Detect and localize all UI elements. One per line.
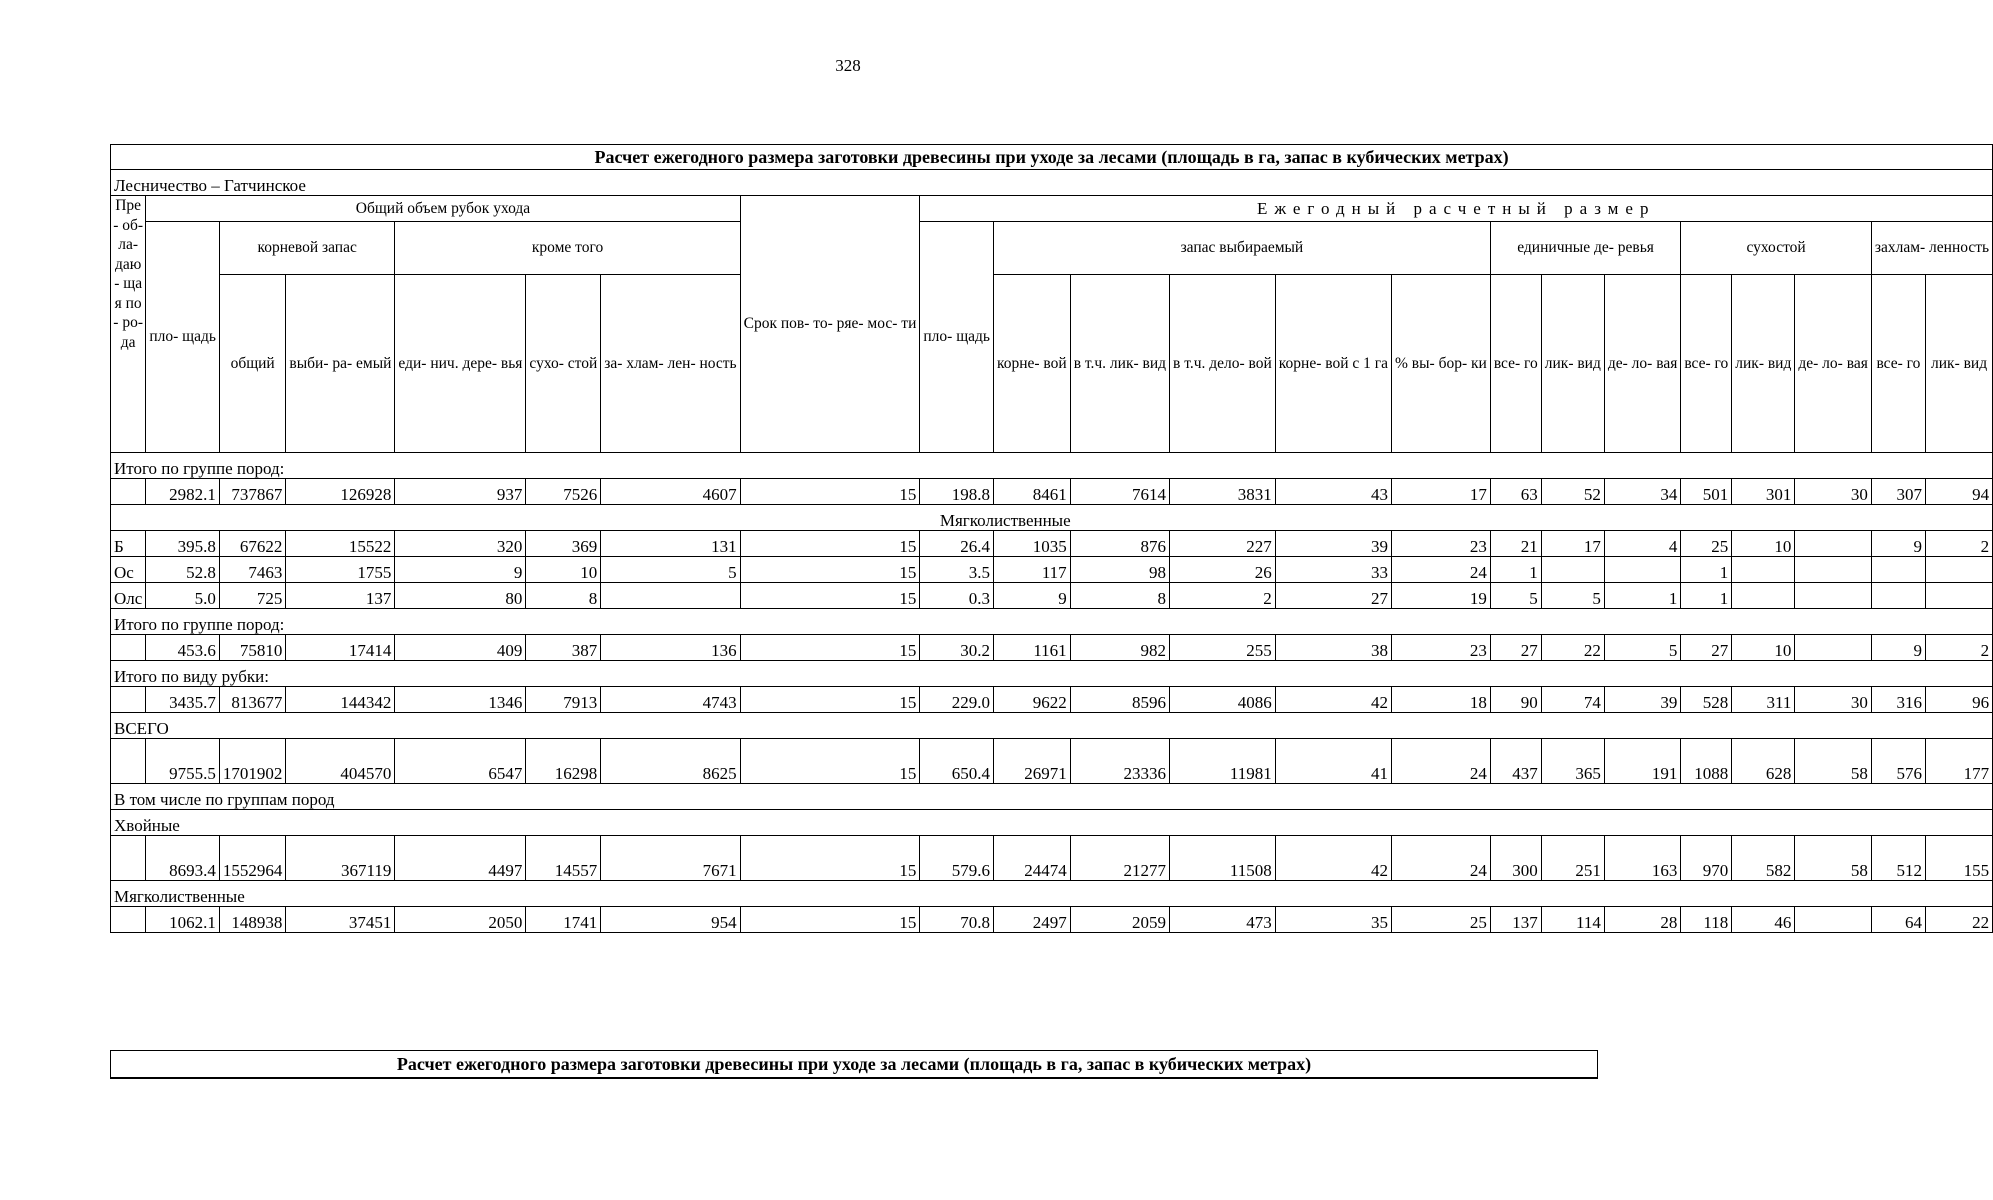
- value-cell: 5: [601, 557, 740, 583]
- page-number: 328: [835, 56, 861, 75]
- value-cell: 22: [1541, 635, 1604, 661]
- table-row: [111, 635, 1993, 661]
- value-cell: 52.8: [146, 557, 220, 583]
- value-cell: 74: [1541, 687, 1604, 713]
- value-cell: 4607: [601, 479, 740, 505]
- group-subheading: Мягколиственные: [920, 505, 1993, 531]
- value-cell: 367119: [286, 836, 395, 881]
- value-cell: 1: [1681, 557, 1732, 583]
- value-cell: 52: [1541, 479, 1604, 505]
- value-cell: 369: [526, 531, 601, 557]
- area-header: пло- щадь: [146, 222, 220, 453]
- value-cell: 98: [1070, 557, 1169, 583]
- section-label: В том числе по группам пород: [111, 784, 1993, 810]
- value-cell: 177: [1926, 739, 1993, 784]
- value-cell: 937: [395, 479, 526, 505]
- annual-header: Ежегодный расчетный размер: [920, 196, 1993, 222]
- value-cell: 5: [1604, 635, 1680, 661]
- species-cell: [111, 635, 146, 661]
- value-cell: 15: [740, 907, 920, 933]
- value-cell: 25: [1392, 907, 1491, 933]
- table-row: [111, 479, 1993, 505]
- value-cell: 30.2: [920, 635, 994, 661]
- value-cell: 15: [740, 635, 920, 661]
- value-cell: 24474: [993, 836, 1070, 881]
- value-cell: 725: [219, 583, 286, 609]
- value-cell: 1346: [395, 687, 526, 713]
- stock-selected-header: запас выбираемый: [993, 222, 1490, 275]
- value-cell: 2: [1926, 531, 1993, 557]
- value-cell: 15: [740, 479, 920, 505]
- root-stock-header: корневой запас: [219, 222, 395, 275]
- value-cell: 582: [1732, 836, 1795, 881]
- value-cell: 316: [1871, 687, 1925, 713]
- value-cell: 2050: [395, 907, 526, 933]
- value-cell: 67622: [219, 531, 286, 557]
- value-cell: 22: [1926, 907, 1993, 933]
- value-cell: 395.8: [146, 531, 220, 557]
- value-cell: 117: [993, 557, 1070, 583]
- section-label: Итого по группе пород:: [111, 609, 1993, 635]
- value-cell: 33: [1275, 557, 1391, 583]
- value-cell: 23: [1392, 531, 1491, 557]
- value-cell: 63: [1490, 479, 1541, 505]
- species-cell: Б: [111, 531, 146, 557]
- value-cell: 579.6: [920, 836, 994, 881]
- value-cell: 144342: [286, 687, 395, 713]
- value-cell: 26971: [993, 739, 1070, 784]
- value-cell: 437: [1490, 739, 1541, 784]
- value-cell: 300: [1490, 836, 1541, 881]
- value-cell: 23: [1392, 635, 1491, 661]
- value-cell: 39: [1604, 687, 1680, 713]
- value-cell: 126928: [286, 479, 395, 505]
- value-cell: 21277: [1070, 836, 1169, 881]
- value-cell: 90: [1490, 687, 1541, 713]
- value-cell: 75810: [219, 635, 286, 661]
- clutter2-header: захлам- ленность: [1871, 222, 1992, 275]
- value-cell: 14557: [526, 836, 601, 881]
- single-business-header: де- ло- вая: [1604, 275, 1680, 453]
- value-cell: 15: [740, 739, 920, 784]
- value-cell: 46: [1732, 907, 1795, 933]
- value-cell: 255: [1170, 635, 1276, 661]
- value-cell: [1541, 557, 1604, 583]
- value-cell: 1062.1: [146, 907, 220, 933]
- value-cell: 39: [1275, 531, 1391, 557]
- value-cell: 4497: [395, 836, 526, 881]
- clutter-header: за- хлам- лен- ность: [601, 275, 740, 453]
- value-cell: 26: [1170, 557, 1276, 583]
- value-cell: 453.6: [146, 635, 220, 661]
- value-cell: 227: [1170, 531, 1276, 557]
- value-cell: 628: [1732, 739, 1795, 784]
- value-cell: 2: [1170, 583, 1276, 609]
- value-cell: 131: [601, 531, 740, 557]
- value-cell: 2982.1: [146, 479, 220, 505]
- value-cell: 0.3: [920, 583, 994, 609]
- value-cell: [601, 583, 740, 609]
- value-cell: 118: [1681, 907, 1732, 933]
- value-cell: 27: [1490, 635, 1541, 661]
- value-cell: [1926, 583, 1993, 609]
- value-cell: 5.0: [146, 583, 220, 609]
- value-cell: 17: [1541, 531, 1604, 557]
- value-cell: 94: [1926, 479, 1993, 505]
- value-cell: 1755: [286, 557, 395, 583]
- value-cell: 38: [1275, 635, 1391, 661]
- value-cell: 10: [1732, 531, 1795, 557]
- value-cell: 136: [601, 635, 740, 661]
- value-cell: 58: [1795, 739, 1871, 784]
- value-cell: 148938: [219, 907, 286, 933]
- section-label: Итого по группе пород:: [111, 453, 1993, 479]
- value-cell: 27: [1275, 583, 1391, 609]
- value-cell: 2059: [1070, 907, 1169, 933]
- value-cell: [1795, 907, 1871, 933]
- value-cell: 26.4: [920, 531, 994, 557]
- species-cell: [111, 479, 146, 505]
- value-cell: 4743: [601, 687, 740, 713]
- value-cell: [1926, 557, 1993, 583]
- value-cell: 1035: [993, 531, 1070, 557]
- value-cell: 1741: [526, 907, 601, 933]
- value-cell: 37451: [286, 907, 395, 933]
- value-cell: 7913: [526, 687, 601, 713]
- value-cell: 473: [1170, 907, 1276, 933]
- value-cell: 70.8: [920, 907, 994, 933]
- value-cell: 982: [1070, 635, 1169, 661]
- value-cell: [1732, 583, 1795, 609]
- deadwood2-header: сухостой: [1681, 222, 1872, 275]
- value-cell: 954: [601, 907, 740, 933]
- species-cell: [111, 836, 146, 881]
- value-cell: 15: [740, 531, 920, 557]
- value-cell: [1604, 557, 1680, 583]
- value-cell: 64: [1871, 907, 1925, 933]
- value-cell: 3831: [1170, 479, 1276, 505]
- value-cell: 42: [1275, 687, 1391, 713]
- table-row: [111, 836, 1993, 881]
- value-cell: 3435.7: [146, 687, 220, 713]
- value-cell: 9: [1871, 531, 1925, 557]
- incl-liquid-header: в т.ч. лик- вид: [1070, 275, 1169, 453]
- section-label: ВСЕГО: [111, 713, 1993, 739]
- value-cell: 8625: [601, 739, 740, 784]
- value-cell: 8596: [1070, 687, 1169, 713]
- pct-selection-header: % вы- бор- ки: [1392, 275, 1491, 453]
- value-cell: 9755.5: [146, 739, 220, 784]
- value-cell: [1795, 557, 1871, 583]
- value-cell: 320: [395, 531, 526, 557]
- value-cell: 7463: [219, 557, 286, 583]
- value-cell: 11981: [1170, 739, 1276, 784]
- value-cell: 17: [1392, 479, 1491, 505]
- value-cell: 813677: [219, 687, 286, 713]
- value-cell: 15: [740, 687, 920, 713]
- species-cell: [111, 739, 146, 784]
- selected-header: выби- ра- емый: [286, 275, 395, 453]
- value-cell: 8461: [993, 479, 1070, 505]
- table-row: [111, 687, 1993, 713]
- value-cell: 7614: [1070, 479, 1169, 505]
- value-cell: 311: [1732, 687, 1795, 713]
- value-cell: 970: [1681, 836, 1732, 881]
- table-row: [111, 557, 1993, 583]
- value-cell: 4: [1604, 531, 1680, 557]
- value-cell: 229.0: [920, 687, 994, 713]
- value-cell: 15: [740, 583, 920, 609]
- value-cell: 17414: [286, 635, 395, 661]
- general-header: общий: [219, 275, 286, 453]
- section-label: Хвойные: [111, 810, 1993, 836]
- value-cell: 4086: [1170, 687, 1276, 713]
- value-cell: 155: [1926, 836, 1993, 881]
- value-cell: 1552964: [219, 836, 286, 881]
- value-cell: 43: [1275, 479, 1391, 505]
- value-cell: 5: [1541, 583, 1604, 609]
- value-cell: 1161: [993, 635, 1070, 661]
- value-cell: [1795, 531, 1871, 557]
- value-cell: 404570: [286, 739, 395, 784]
- value-cell: 42: [1275, 836, 1391, 881]
- species-cell: Олс: [111, 583, 146, 609]
- value-cell: 18: [1392, 687, 1491, 713]
- value-cell: 8693.4: [146, 836, 220, 881]
- value-cell: [1732, 557, 1795, 583]
- value-cell: 28: [1604, 907, 1680, 933]
- value-cell: 650.4: [920, 739, 994, 784]
- deadwood-header: сухо- стой: [526, 275, 601, 453]
- clutter-liquid-header: лик- вид: [1926, 275, 1993, 453]
- deadwood-total-header: все- го: [1681, 275, 1732, 453]
- value-cell: 737867: [219, 479, 286, 505]
- single-trees2-header: единичные де- ревья: [1490, 222, 1681, 275]
- table-row: [111, 739, 1993, 784]
- value-cell: 9: [993, 583, 1070, 609]
- value-cell: 6547: [395, 739, 526, 784]
- value-cell: 24: [1392, 836, 1491, 881]
- table-row: [111, 583, 1993, 609]
- value-cell: 23336: [1070, 739, 1169, 784]
- single-trees-header: еди- нич. дере- вья: [395, 275, 526, 453]
- value-cell: 528: [1681, 687, 1732, 713]
- value-cell: 1701902: [219, 739, 286, 784]
- value-cell: [1871, 583, 1925, 609]
- value-cell: 30: [1795, 479, 1871, 505]
- value-cell: 11508: [1170, 836, 1276, 881]
- subhead-spacer: [111, 505, 920, 531]
- value-cell: 41: [1275, 739, 1391, 784]
- value-cell: 1088: [1681, 739, 1732, 784]
- value-cell: [1795, 635, 1871, 661]
- value-cell: 137: [1490, 907, 1541, 933]
- value-cell: 7526: [526, 479, 601, 505]
- value-cell: 15522: [286, 531, 395, 557]
- value-cell: 9: [395, 557, 526, 583]
- value-cell: [1795, 583, 1871, 609]
- deadwood-liquid-header: лик- вид: [1732, 275, 1795, 453]
- clutter-total-header: все- го: [1871, 275, 1925, 453]
- root-per-ha-header: корне- вой с 1 га: [1275, 275, 1391, 453]
- value-cell: 365: [1541, 739, 1604, 784]
- value-cell: 251: [1541, 836, 1604, 881]
- total-volume-header: Общий объем рубок ухода: [146, 196, 740, 222]
- value-cell: 25: [1681, 531, 1732, 557]
- value-cell: 1: [1604, 583, 1680, 609]
- value-cell: 137: [286, 583, 395, 609]
- value-cell: 9: [1871, 635, 1925, 661]
- table-row: [111, 531, 1993, 557]
- value-cell: [1871, 557, 1925, 583]
- species-cell: Ос: [111, 557, 146, 583]
- deadwood-business-header: де- ло- вая: [1795, 275, 1871, 453]
- value-cell: 163: [1604, 836, 1680, 881]
- besides-header: кроме того: [395, 222, 740, 275]
- value-cell: 198.8: [920, 479, 994, 505]
- value-cell: 96: [1926, 687, 1993, 713]
- second-table-title: Расчет ежегодного размера заготовки древесины при уходе за лесами (площадь в га, запас в кубических метрах): [110, 1050, 1598, 1079]
- value-cell: 3.5: [920, 557, 994, 583]
- value-cell: 576: [1871, 739, 1925, 784]
- harvest-table: [110, 144, 1993, 933]
- single-total-header: все- го: [1490, 275, 1541, 453]
- value-cell: 9622: [993, 687, 1070, 713]
- value-cell: 8: [1070, 583, 1169, 609]
- species-header: Пре - об- ла- даю - щая по- ро- да: [111, 196, 146, 453]
- value-cell: 191: [1604, 739, 1680, 784]
- value-cell: 501: [1681, 479, 1732, 505]
- forestry-name: Лесничество – Гатчинское: [111, 170, 1993, 196]
- value-cell: 10: [526, 557, 601, 583]
- value-cell: 307: [1871, 479, 1925, 505]
- value-cell: 16298: [526, 739, 601, 784]
- value-cell: 15: [740, 836, 920, 881]
- value-cell: 27: [1681, 635, 1732, 661]
- value-cell: 301: [1732, 479, 1795, 505]
- value-cell: 30: [1795, 687, 1871, 713]
- value-cell: 8: [526, 583, 601, 609]
- value-cell: 24: [1392, 739, 1491, 784]
- section-label: Итого по виду рубки:: [111, 661, 1993, 687]
- value-cell: 34: [1604, 479, 1680, 505]
- value-cell: 58: [1795, 836, 1871, 881]
- table-title: Расчет ежегодного размера заготовки древесины при уходе за лесами (площадь в га, запас в кубических метрах): [111, 145, 1993, 170]
- value-cell: 876: [1070, 531, 1169, 557]
- value-cell: 387: [526, 635, 601, 661]
- single-liquid-header: лик- вид: [1541, 275, 1604, 453]
- value-cell: 24: [1392, 557, 1491, 583]
- value-cell: 15: [740, 557, 920, 583]
- incl-business-header: в т.ч. дело- вой: [1170, 275, 1276, 453]
- value-cell: 21: [1490, 531, 1541, 557]
- value-cell: 10: [1732, 635, 1795, 661]
- value-cell: 1: [1490, 557, 1541, 583]
- value-cell: 80: [395, 583, 526, 609]
- species-cell: [111, 687, 146, 713]
- value-cell: 114: [1541, 907, 1604, 933]
- value-cell: 7671: [601, 836, 740, 881]
- value-cell: 2: [1926, 635, 1993, 661]
- value-cell: 35: [1275, 907, 1391, 933]
- section-label: Мягколиственные: [111, 881, 1993, 907]
- value-cell: 19: [1392, 583, 1491, 609]
- value-cell: 512: [1871, 836, 1925, 881]
- area2-header: пло- щадь: [920, 222, 994, 453]
- value-cell: 2497: [993, 907, 1070, 933]
- root-header: корне- вой: [993, 275, 1070, 453]
- species-cell: [111, 907, 146, 933]
- value-cell: 1: [1681, 583, 1732, 609]
- value-cell: 5: [1490, 583, 1541, 609]
- table-row: [111, 907, 1993, 933]
- value-cell: 409: [395, 635, 526, 661]
- period-header: Срок пов- то- ряе- мос- ти: [740, 196, 920, 453]
